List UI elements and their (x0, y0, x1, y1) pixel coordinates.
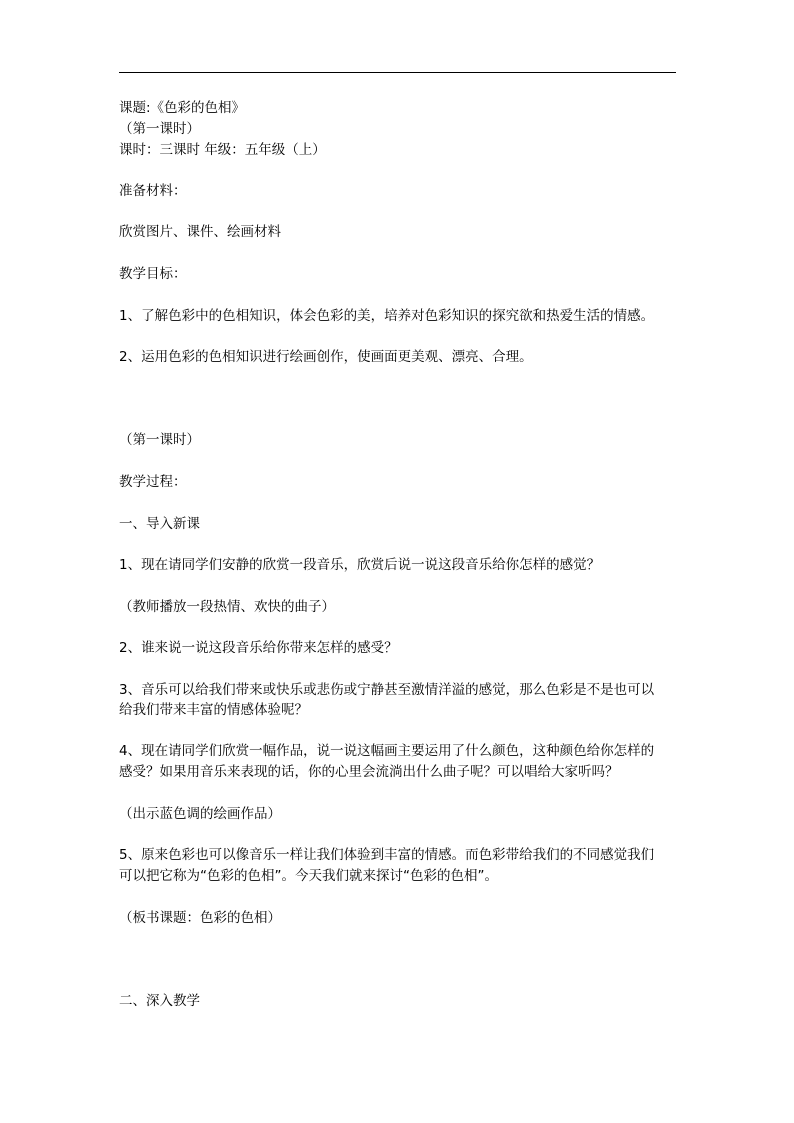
step-item-line: 可以把它称为“色彩的色相”。今天我们就来探讨“色彩的色相”。 (119, 868, 498, 884)
step-item-line: 4、现在请同学们欣赏一幅作品，说一说这幅画主要运用了什么颜色，这种颜色给你怎样的 (119, 743, 655, 759)
objective-item: 1、了解色彩中的色相知识，体会色彩的美，培养对色彩知识的探究欲和热爱生活的情感。 (119, 308, 655, 324)
objectives-heading: 教学目标： (119, 266, 187, 282)
title-line: 课题:《色彩的色相》 (119, 100, 246, 116)
header-rule (119, 72, 676, 73)
step-item-line: 5、原来色彩也可以像音乐一样让我们体验到丰富的情感。而色彩带给我们的不同感觉我们 (119, 847, 655, 863)
section-heading: 一、导入新课 (119, 516, 200, 532)
step-item: 1、现在请同学们安静的欣赏一段音乐，欣赏后说一说这段音乐给你怎样的感觉？ (119, 557, 601, 573)
teacher-note: （板书课题：色彩的色相） (119, 910, 281, 926)
section-heading: 二、深入教学 (119, 993, 200, 1009)
step-item-line: 给我们带来丰富的情感体验呢？ (119, 702, 308, 718)
process-heading: 教学过程： (119, 474, 187, 490)
materials-text: 欣赏图片、课件、绘画材料 (119, 224, 281, 240)
step-item-line: 感受？如果用音乐来表现的话，你的心里会流淌出什么曲子呢？可以唱给大家听吗？ (119, 764, 619, 780)
teacher-note: （教师播放一段热情、欢快的曲子） (119, 599, 335, 615)
meta-line: 课时：三课时 年级：五年级（上） (119, 142, 326, 158)
materials-heading: 准备材料： (119, 183, 187, 199)
session-line: （第一课时） (119, 432, 200, 448)
step-item: 2、谁来说一说这段音乐给你带来怎样的感受？ (119, 640, 398, 656)
teacher-note: （出示蓝色调的绘画作品） (119, 806, 281, 822)
step-item-line: 3、音乐可以给我们带来或快乐或悲伤或宁静甚至激情洋溢的感觉，那么色彩是不是也可以 (119, 682, 655, 698)
session-line: （第一课时） (119, 121, 200, 137)
objective-item: 2、运用色彩的色相知识进行绘画创作，使画面更美观、漂亮、合理。 (119, 349, 533, 365)
